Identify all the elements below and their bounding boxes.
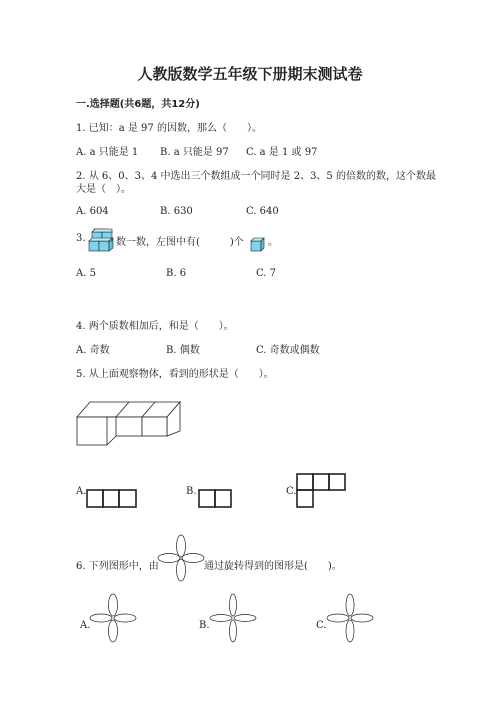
question-3-option-c[interactable]: C. 7 (256, 268, 277, 279)
question-6-text-post: 通过旋转得到的图形是( )。 (204, 561, 342, 572)
option-b-rotated-flower-icon (210, 592, 256, 644)
flower-petal-figure (158, 533, 204, 583)
question-5-option-b-label[interactable]: B. (186, 486, 197, 497)
option-c-rotated-flower-icon (327, 592, 373, 644)
page-title: 人教版数学五年级下册期末测试卷 (137, 65, 363, 83)
question-1-option-b[interactable]: B. a 只能是 97 (160, 147, 229, 158)
question-6-option-c-label[interactable]: C. (316, 620, 327, 631)
question-5-stem: 5. 从上面观察物体，看到的形状是（ ）。 (76, 369, 274, 380)
question-1-option-c[interactable]: C. a 是 1 或 97 (246, 147, 318, 158)
question-6-option-a-label[interactable]: A. (80, 620, 91, 631)
question-4-option-a[interactable]: A. 奇数 (76, 345, 110, 356)
question-1-option-a[interactable]: A. a 只能是 1 (76, 147, 139, 158)
single-cube-figure (250, 237, 266, 253)
question-6-text-pre: 6. 下列图形中，由 (76, 561, 159, 572)
option-a-three-squares-icon (86, 489, 138, 509)
option-c-l-shape-squares-icon (296, 473, 348, 509)
question-3-text: 数一数，左图中有( )个 (116, 237, 244, 248)
question-4-option-b[interactable]: B. 偶数 (166, 345, 200, 356)
question-1-stem: 1. 已知：a 是 97 的因数，那么（ ）。 (76, 123, 262, 134)
question-2-stem-line2: 大是（ ）。 (76, 184, 131, 195)
question-2-option-c[interactable]: C. 640 (246, 206, 279, 217)
question-3-option-b[interactable]: B. 6 (166, 268, 187, 279)
question-3-option-a[interactable]: A. 5 (76, 268, 96, 279)
question-4-option-c[interactable]: C. 奇数或偶数 (256, 345, 320, 356)
question-5-option-c-label[interactable]: C. (286, 486, 297, 497)
question-3-number: 3. (76, 233, 86, 244)
question-6-option-b-label[interactable]: B. (199, 620, 210, 631)
question-2-option-b[interactable]: B. 630 (160, 206, 193, 217)
question-3-text-end: 。 (268, 237, 278, 248)
question-5-option-a-label[interactable]: A. (76, 486, 87, 497)
cube-stack-figure (88, 228, 114, 254)
question-4-stem: 4. 两个质数相加后，和是（ ）。 (76, 321, 234, 332)
option-a-rotated-flower-icon (90, 592, 136, 644)
section-heading: 一.选择题(共6题，共12分) (76, 99, 200, 110)
solid-figure-three-cubes (76, 400, 182, 446)
question-2-stem-line1: 2. 从 6、0、3、4 中选出三个数组成一个同时是 2、3、5 的倍数的数，这个数最 (76, 171, 436, 182)
question-2-option-a[interactable]: A. 604 (76, 206, 109, 217)
option-b-two-squares-icon (198, 489, 234, 509)
